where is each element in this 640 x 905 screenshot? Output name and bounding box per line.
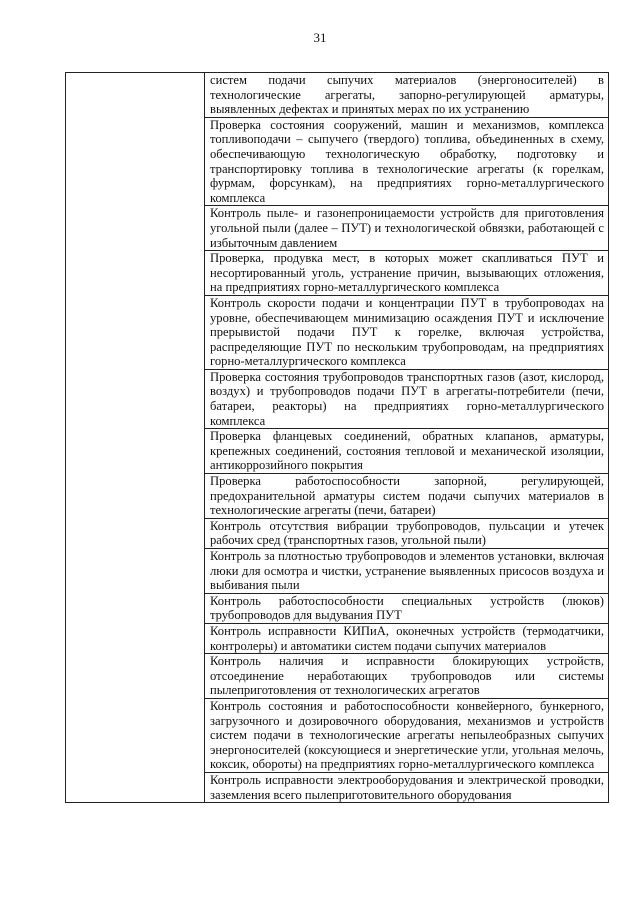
table-cell bbox=[205, 369, 609, 428]
table-cell bbox=[205, 549, 609, 594]
cell-text: систем подачи сыпучих материалов (энергоносителей) в технологические агрегаты, запорно-регулирующей арматуры, выявленных дефектах и принятых мерах по их устранению bbox=[210, 73, 604, 117]
table-cell bbox=[205, 474, 609, 519]
page-number: 31 bbox=[313, 30, 327, 45]
cell-text: Контроль скорости подачи и концентрации ПУТ в трубопроводах на уровне, обеспечивающем минимизацию осаждения ПУТ и исключение прерывистой подачи ПУТ к горелке, включая устройства, распределяющие ПУТ по нескольким трубопроводам, на предприятиях горно-металлургического комплекса bbox=[210, 295, 604, 369]
cell-text: Контроль исправности КИПиА, оконечных устройств (термодатчики, контролеры) и автоматики систем подачи сыпучих материалов bbox=[210, 623, 604, 653]
table-cell bbox=[205, 206, 609, 251]
table-cell bbox=[205, 623, 609, 653]
cell-text: Контроль состояния и работоспособности конвейерного, бункерного, загрузочного и дозировочного оборудования, механизмов и устройств систем подачи в технологические агрегаты непылеобразных сыпучих энергоносителей (коксующиеся и энергетические угли, угольная мелочь, коксик, обороты) на предприятиях горно-металлургического комплекса bbox=[210, 698, 604, 772]
table-cell bbox=[205, 251, 609, 296]
requirements-table bbox=[65, 72, 609, 803]
table-cell bbox=[205, 73, 609, 118]
cell-text: Контроль исправности электрооборудования и электрической проводки, заземления всего пылеприготовительного оборудования bbox=[210, 772, 604, 802]
table-cell bbox=[205, 117, 609, 206]
cell-text: Проверка состояния сооружений, машин и механизмов, комплекса топливоподачи – сыпучего (твердого) топлива, объединенных в схему, обеспечивающую технологическую обработку, подготовку и транспортировку топлива в технологические агрегаты (к горелкам, фурмам, форсункам), на предприятиях горно-металлургического комплекса bbox=[210, 117, 604, 205]
cell-text: Проверка состояния трубопроводов транспортных газов (азот, кислород, воздух) и трубопроводов подачи ПУТ в агрегаты-потребители (печи, батареи, реакторы) на предприятиях горно-металлургического комплекса bbox=[210, 369, 604, 428]
table-cell bbox=[205, 772, 609, 802]
table-cell bbox=[205, 295, 609, 369]
empty-left-cell bbox=[66, 73, 205, 803]
table-cell bbox=[205, 429, 609, 474]
table-cell bbox=[205, 654, 609, 699]
cell-text: Контроль пыле- и газонепроницаемости устройств для приготовления угольной пыли (далее – ПУТ) и технологической обвязки, работающей с избыточным давлением bbox=[210, 206, 604, 250]
cell-text: Контроль отсутствия вибрации трубопроводов, пульсации и утечек рабочих сред (транспортных газов, угольной пыли) bbox=[210, 518, 604, 548]
table-row bbox=[66, 73, 609, 118]
table-cell bbox=[205, 593, 609, 623]
table-cell bbox=[205, 518, 609, 548]
cell-text: Контроль наличия и исправности блокирующих устройств, отсоединение неработающих трубопроводов или системы пылеприготовления от технологических агрегатов bbox=[210, 654, 604, 698]
cell-text: Контроль за плотностью трубопроводов и элементов установки, включая люки для осмотра и чистки, устранение выявленных присосов воздуха и выбивания пыли bbox=[210, 549, 604, 593]
cell-text: Контроль работоспособности специальных устройств (люков) трубопроводов для выдувания ПУТ bbox=[210, 593, 604, 623]
cell-text: Проверка работоспособности запорной, регулирующей, предохранительной арматуры систем подачи сыпучих материалов в технологические агрегаты (печи, батареи) bbox=[210, 474, 604, 518]
cell-text: Проверка, продувка мест, в которых может скапливаться ПУТ и несортированный уголь, устранение причин, вызывающих отложения, на предприятиях горно-металлургического комплекса bbox=[210, 251, 604, 295]
cell-text: Проверка фланцевых соединений, обратных клапанов, арматуры, крепежных соединений, состояния тепловой и механической изоляции, антикоррозийного покрытия bbox=[210, 429, 604, 473]
table-cell bbox=[205, 698, 609, 772]
